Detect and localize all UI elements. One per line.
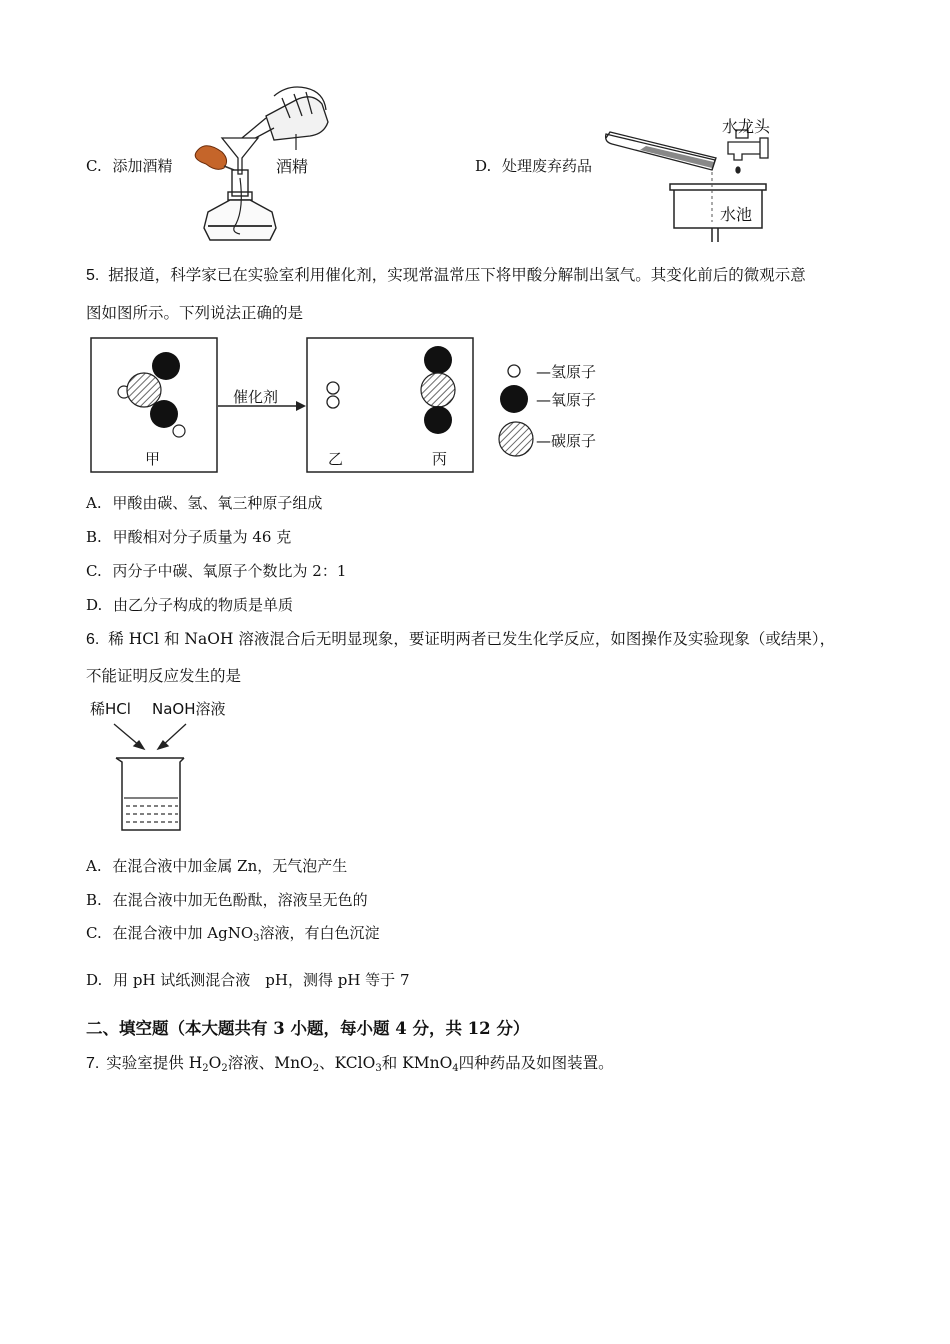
subscript: 2 bbox=[202, 1063, 209, 1074]
option-letter: B. bbox=[86, 891, 102, 909]
text-part: 和 KMnO bbox=[381, 1054, 453, 1072]
alcohol-lamp-figure bbox=[178, 78, 338, 248]
question-number: 7. bbox=[86, 1055, 100, 1072]
option-text: 丙分子中碳、氧原子个数比为 2：1 bbox=[112, 562, 347, 580]
question-text bbox=[106, 1054, 613, 1072]
q5-text-line1 bbox=[86, 263, 806, 285]
option-text: 处理废弃药品 bbox=[502, 157, 593, 175]
q6-option-b bbox=[86, 889, 368, 910]
question-text: 据报道，科学家已在实验室利用催化剂，实现常温常压下将甲酸分解制出氢气。其变化前后的微观示意 bbox=[108, 266, 806, 284]
catalyst-label: 催化剂 bbox=[233, 388, 279, 406]
question-number: 5. bbox=[86, 267, 100, 284]
alcohol-label: 酒精 bbox=[276, 157, 309, 176]
faucet-label: 水龙头 bbox=[722, 117, 771, 136]
legend-carbon: —碳原子 bbox=[536, 432, 597, 450]
q4-option-c bbox=[86, 155, 173, 176]
q6-text-line2: 不能证明反应发生的是 bbox=[86, 667, 242, 685]
option-text: 在混合液中加金属 Zn，无气泡产生 bbox=[112, 857, 348, 875]
subscript: 4 bbox=[452, 1063, 459, 1074]
q4-option-d bbox=[475, 155, 592, 176]
option-letter: A. bbox=[86, 494, 102, 512]
q5-option-b bbox=[86, 526, 291, 547]
question-text: 稀 HCl 和 NaOH 溶液混合后无明显现象，要证明两者已发生化学反应，如图操作及实验现象（或结果）， bbox=[108, 630, 836, 648]
q6-option-d bbox=[86, 969, 409, 990]
flame-icon bbox=[195, 146, 226, 170]
q6-option-c bbox=[86, 922, 380, 943]
option-text-post: 溶液，有白色沉淀 bbox=[259, 924, 380, 942]
beaker-icon bbox=[116, 758, 184, 830]
text-part: 溶液、MnO bbox=[227, 1054, 313, 1072]
option-text: 用 pH 试纸测混合液 pH，测得 pH 等于 7 bbox=[113, 971, 410, 989]
subscript: 3 bbox=[253, 933, 260, 944]
question-number: 6. bbox=[86, 631, 100, 648]
formic-acid-molecule bbox=[118, 352, 185, 437]
subscript: 2 bbox=[312, 1063, 320, 1074]
subscript: 3 bbox=[375, 1063, 382, 1074]
hcl-label: 稀HCl bbox=[90, 700, 131, 718]
hydrogen-molecule bbox=[327, 382, 339, 408]
q5-option-d bbox=[86, 594, 293, 615]
option-text-pre: 在混合液中加 AgNO bbox=[112, 924, 254, 942]
text-part: 、KClO bbox=[319, 1054, 376, 1072]
option-letter: D. bbox=[86, 971, 103, 989]
subscript: 2 bbox=[221, 1063, 228, 1074]
alcohol-lamp-icon bbox=[204, 170, 276, 240]
carbon-atom-icon bbox=[499, 422, 533, 456]
option-letter: D. bbox=[475, 157, 492, 175]
option-letter: C. bbox=[86, 924, 102, 942]
q6-option-a bbox=[86, 855, 347, 876]
q7-text bbox=[86, 1051, 614, 1073]
q5-option-c bbox=[86, 560, 346, 581]
oxygen-atom-icon bbox=[500, 385, 528, 413]
option-letter: D. bbox=[86, 596, 103, 614]
legend-oxygen: —氧原子 bbox=[536, 391, 597, 409]
option-text: 添加酒精 bbox=[112, 157, 173, 175]
option-text: 由乙分子构成的物质是单质 bbox=[113, 596, 294, 614]
sink-label: 水池 bbox=[720, 205, 753, 224]
option-letter: A. bbox=[86, 857, 102, 875]
text-part: 四种药品及如图装置。 bbox=[458, 1054, 614, 1072]
q5-text-line2: 图如图所示。下列说法正确的是 bbox=[86, 304, 304, 322]
q5-option-a bbox=[86, 492, 322, 513]
option-letter: C. bbox=[86, 157, 102, 175]
label-yi: 乙 bbox=[328, 450, 344, 468]
option-letter: B. bbox=[86, 528, 102, 546]
text-part: O bbox=[208, 1054, 222, 1072]
text-part: 实验室提供 H bbox=[106, 1054, 203, 1072]
option-letter: C. bbox=[86, 562, 102, 580]
arrow-icon bbox=[114, 724, 186, 749]
section-title: 二、填空题（本大题共有 3 小题，每小题 4 分，共 12 分） bbox=[86, 1019, 530, 1038]
hydrogen-atom-icon bbox=[508, 365, 520, 377]
label-jia: 甲 bbox=[145, 450, 161, 468]
beaker-figure bbox=[100, 718, 220, 838]
arrow-icon bbox=[296, 401, 306, 411]
test-tube-icon bbox=[606, 132, 716, 170]
option-text: 甲酸由碳、氢、氧三种原子组成 bbox=[112, 494, 323, 512]
option-text: 甲酸相对分子质量为 46 克 bbox=[112, 528, 292, 546]
liquid-icon bbox=[124, 798, 178, 822]
option-text bbox=[113, 924, 380, 942]
hand-bottle-icon bbox=[242, 87, 328, 142]
option-text: 在混合液中加无色酚酞，溶液呈无色的 bbox=[112, 891, 368, 909]
funnel-icon bbox=[222, 138, 258, 174]
carbon-dioxide-molecule bbox=[421, 346, 455, 434]
naoh-label: NaOH溶液 bbox=[152, 700, 226, 718]
q6-text-line1 bbox=[86, 627, 835, 649]
legend-hydrogen: —氢原子 bbox=[536, 363, 597, 381]
label-bing: 丙 bbox=[432, 450, 448, 468]
